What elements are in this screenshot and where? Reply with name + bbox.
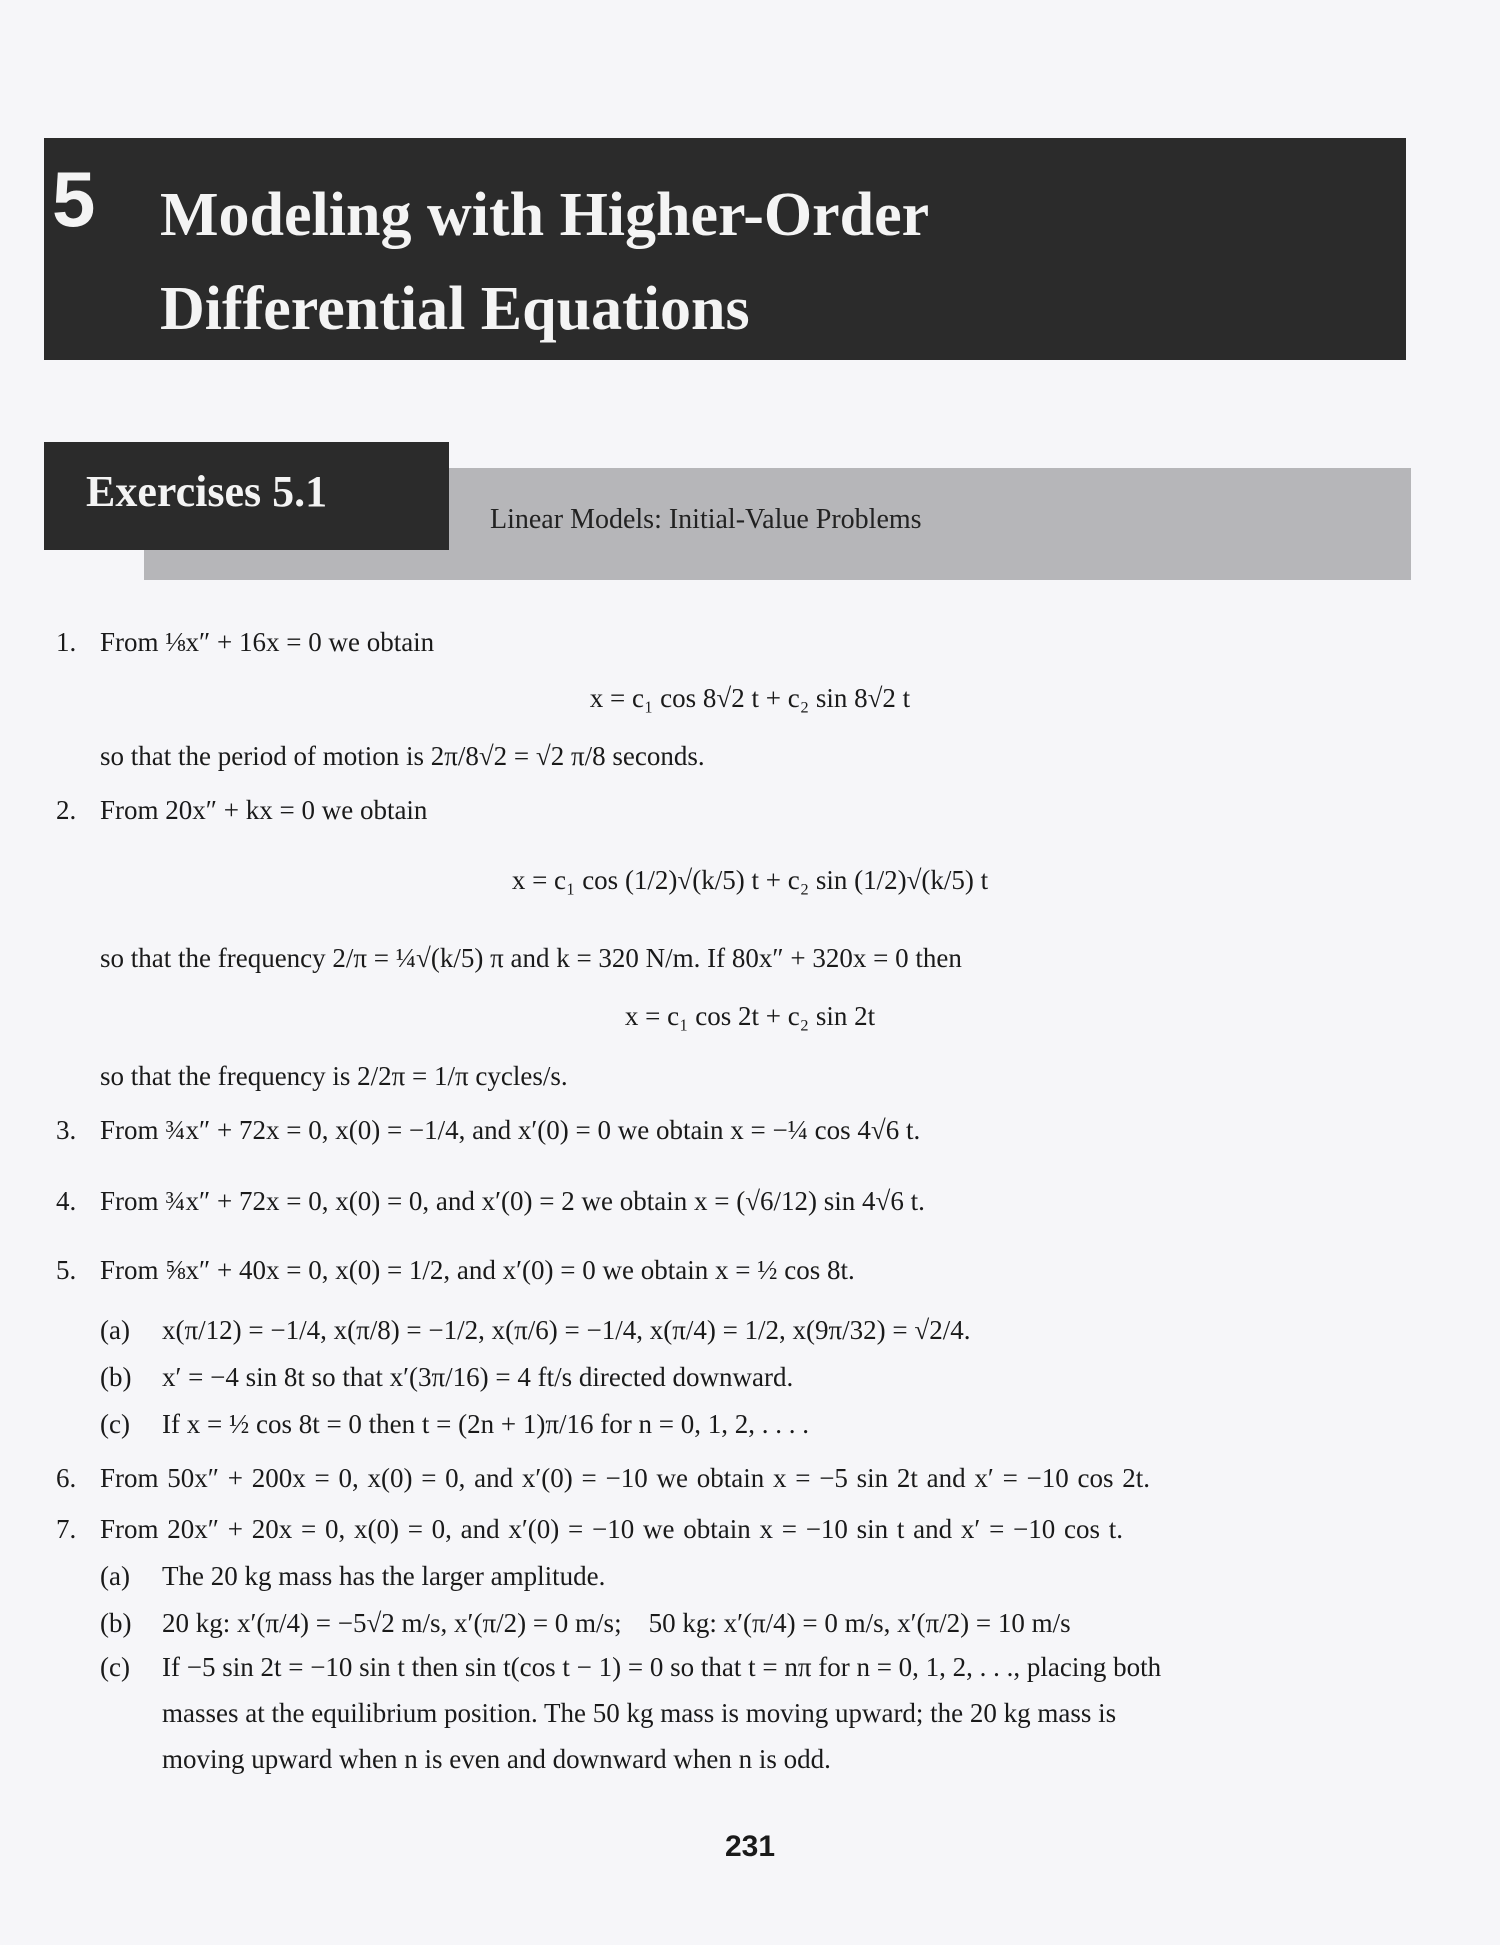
part-label: (a) — [100, 1561, 130, 1591]
exercise-text: From 20x″ + kx = 0 we obtain — [100, 795, 428, 825]
exercise-number: 7. — [56, 1514, 77, 1544]
exercise-number: 3. — [56, 1115, 77, 1145]
exercise-4 — [56, 1185, 925, 1217]
exercise-part — [100, 1314, 970, 1346]
exercise-text: so that the frequency is 2/2π = 1/π cycles/s. — [100, 1061, 568, 1091]
exercise-7 — [56, 1513, 1123, 1545]
exercise-text: so that the period of motion is 2π/8√2 = √2 π/8 seconds. — [100, 741, 705, 771]
exercise-text: From 50x″ + 200x = 0, x(0) = 0, and x′(0) = −10 we obtain x = −5 sin 2t and x′ = −10 cos 2t. — [100, 1463, 1151, 1493]
section-label: Exercises 5.1 — [86, 467, 328, 516]
exercise-text: From 20x″ + 20x = 0, x(0) = 0, and x′(0) = −10 we obtain x = −10 sin t and x′ = −10 cos t. — [100, 1514, 1124, 1544]
part-text: If x = ½ cos 8t = 0 then t = (2n + 1)π/16 for n = 0, 1, 2, . . . . — [162, 1409, 809, 1439]
equation: x = c₁ cos (1/2)√(k/5) t + c₂ sin (1/2)√(k/5) t — [511, 865, 989, 895]
part-text: If −5 sin 2t = −10 sin t then sin t(cos t − 1) = 0 so that t = nπ for n = 0, 1, 2, . . ., placing both — [162, 1652, 1162, 1682]
exercise-3 — [56, 1114, 920, 1146]
part-label: (c) — [100, 1409, 130, 1439]
exercise-text: From ⅝x″ + 40x = 0, x(0) = 1/2, and x′(0) = 0 we obtain x = ½ cos 8t. — [100, 1255, 855, 1285]
part-text: masses at the equilibrium position. The 50 kg mass is moving upward; the 20 kg mass is — [162, 1698, 1117, 1728]
exercise-number: 6. — [56, 1463, 77, 1493]
part-label: (c) — [100, 1652, 130, 1682]
chapter-title-line-1: Modeling with Higher-Order — [160, 181, 930, 249]
exercise-number: 2. — [56, 795, 77, 825]
part-text: 20 kg: x′(π/4) = −5√2 m/s, x′(π/2) = 0 m/s; 50 kg: x′(π/4) = 0 m/s, x′(π/2) = 10 m/s — [162, 1608, 1071, 1638]
exercise-5 — [56, 1254, 855, 1286]
chapter-number: 5 — [52, 155, 96, 243]
section-tab — [44, 442, 449, 550]
part-text: moving upward when n is even and downward when n is odd. — [162, 1744, 831, 1774]
chapter-title — [160, 168, 929, 356]
part-text: x′ = −4 sin 8t so that x′(3π/16) = 4 ft/s directed downward. — [162, 1362, 794, 1392]
exercise-text: From ⅛x″ + 16x = 0 we obtain — [100, 627, 435, 657]
exercise-6 — [56, 1462, 1150, 1494]
section-subtitle: Linear Models: Initial-Value Problems — [490, 504, 922, 535]
exercise-part — [100, 1560, 605, 1592]
part-label: (b) — [100, 1362, 132, 1392]
exercise-1 — [56, 626, 434, 658]
page-number: 231 — [724, 1830, 776, 1863]
exercise-text: From ¾x″ + 72x = 0, x(0) = 0, and x′(0) = 2 we obtain x = (√6/12) sin 4√6 t. — [100, 1186, 925, 1216]
exercise-number: 4. — [56, 1186, 77, 1216]
exercise-part — [100, 1361, 793, 1393]
exercise-text: so that the frequency 2/π = ¼√(k/5) π and k = 320 N/m. If 80x″ + 320x = 0 then — [100, 943, 962, 973]
part-text: x(π/12) = −1/4, x(π/8) = −1/2, x(π/6) = −1/4, x(π/4) = 1/2, x(9π/32) = √2/4. — [162, 1315, 971, 1345]
equation: x = c₁ cos 8√2 t + c₂ sin 8√2 t — [589, 683, 911, 713]
exercise-part — [100, 1408, 809, 1440]
part-label: (b) — [100, 1608, 132, 1638]
exercise-number: 1. — [56, 627, 77, 657]
exercise-number: 5. — [56, 1255, 77, 1285]
part-label: (a) — [100, 1315, 130, 1345]
equation: x = c₁ cos 2t + c₂ sin 2t — [624, 1001, 876, 1031]
chapter-banner — [44, 138, 1406, 360]
exercise-text: From ¾x″ + 72x = 0, x(0) = −1/4, and x′(0) = 0 we obtain x = −¼ cos 4√6 t. — [100, 1115, 921, 1145]
exercise-2 — [56, 794, 427, 826]
chapter-title-line-2: Differential Equations — [160, 275, 750, 343]
exercise-part — [100, 1607, 1071, 1639]
part-text: The 20 kg mass has the larger amplitude. — [162, 1561, 606, 1591]
exercise-part — [100, 1651, 1161, 1683]
